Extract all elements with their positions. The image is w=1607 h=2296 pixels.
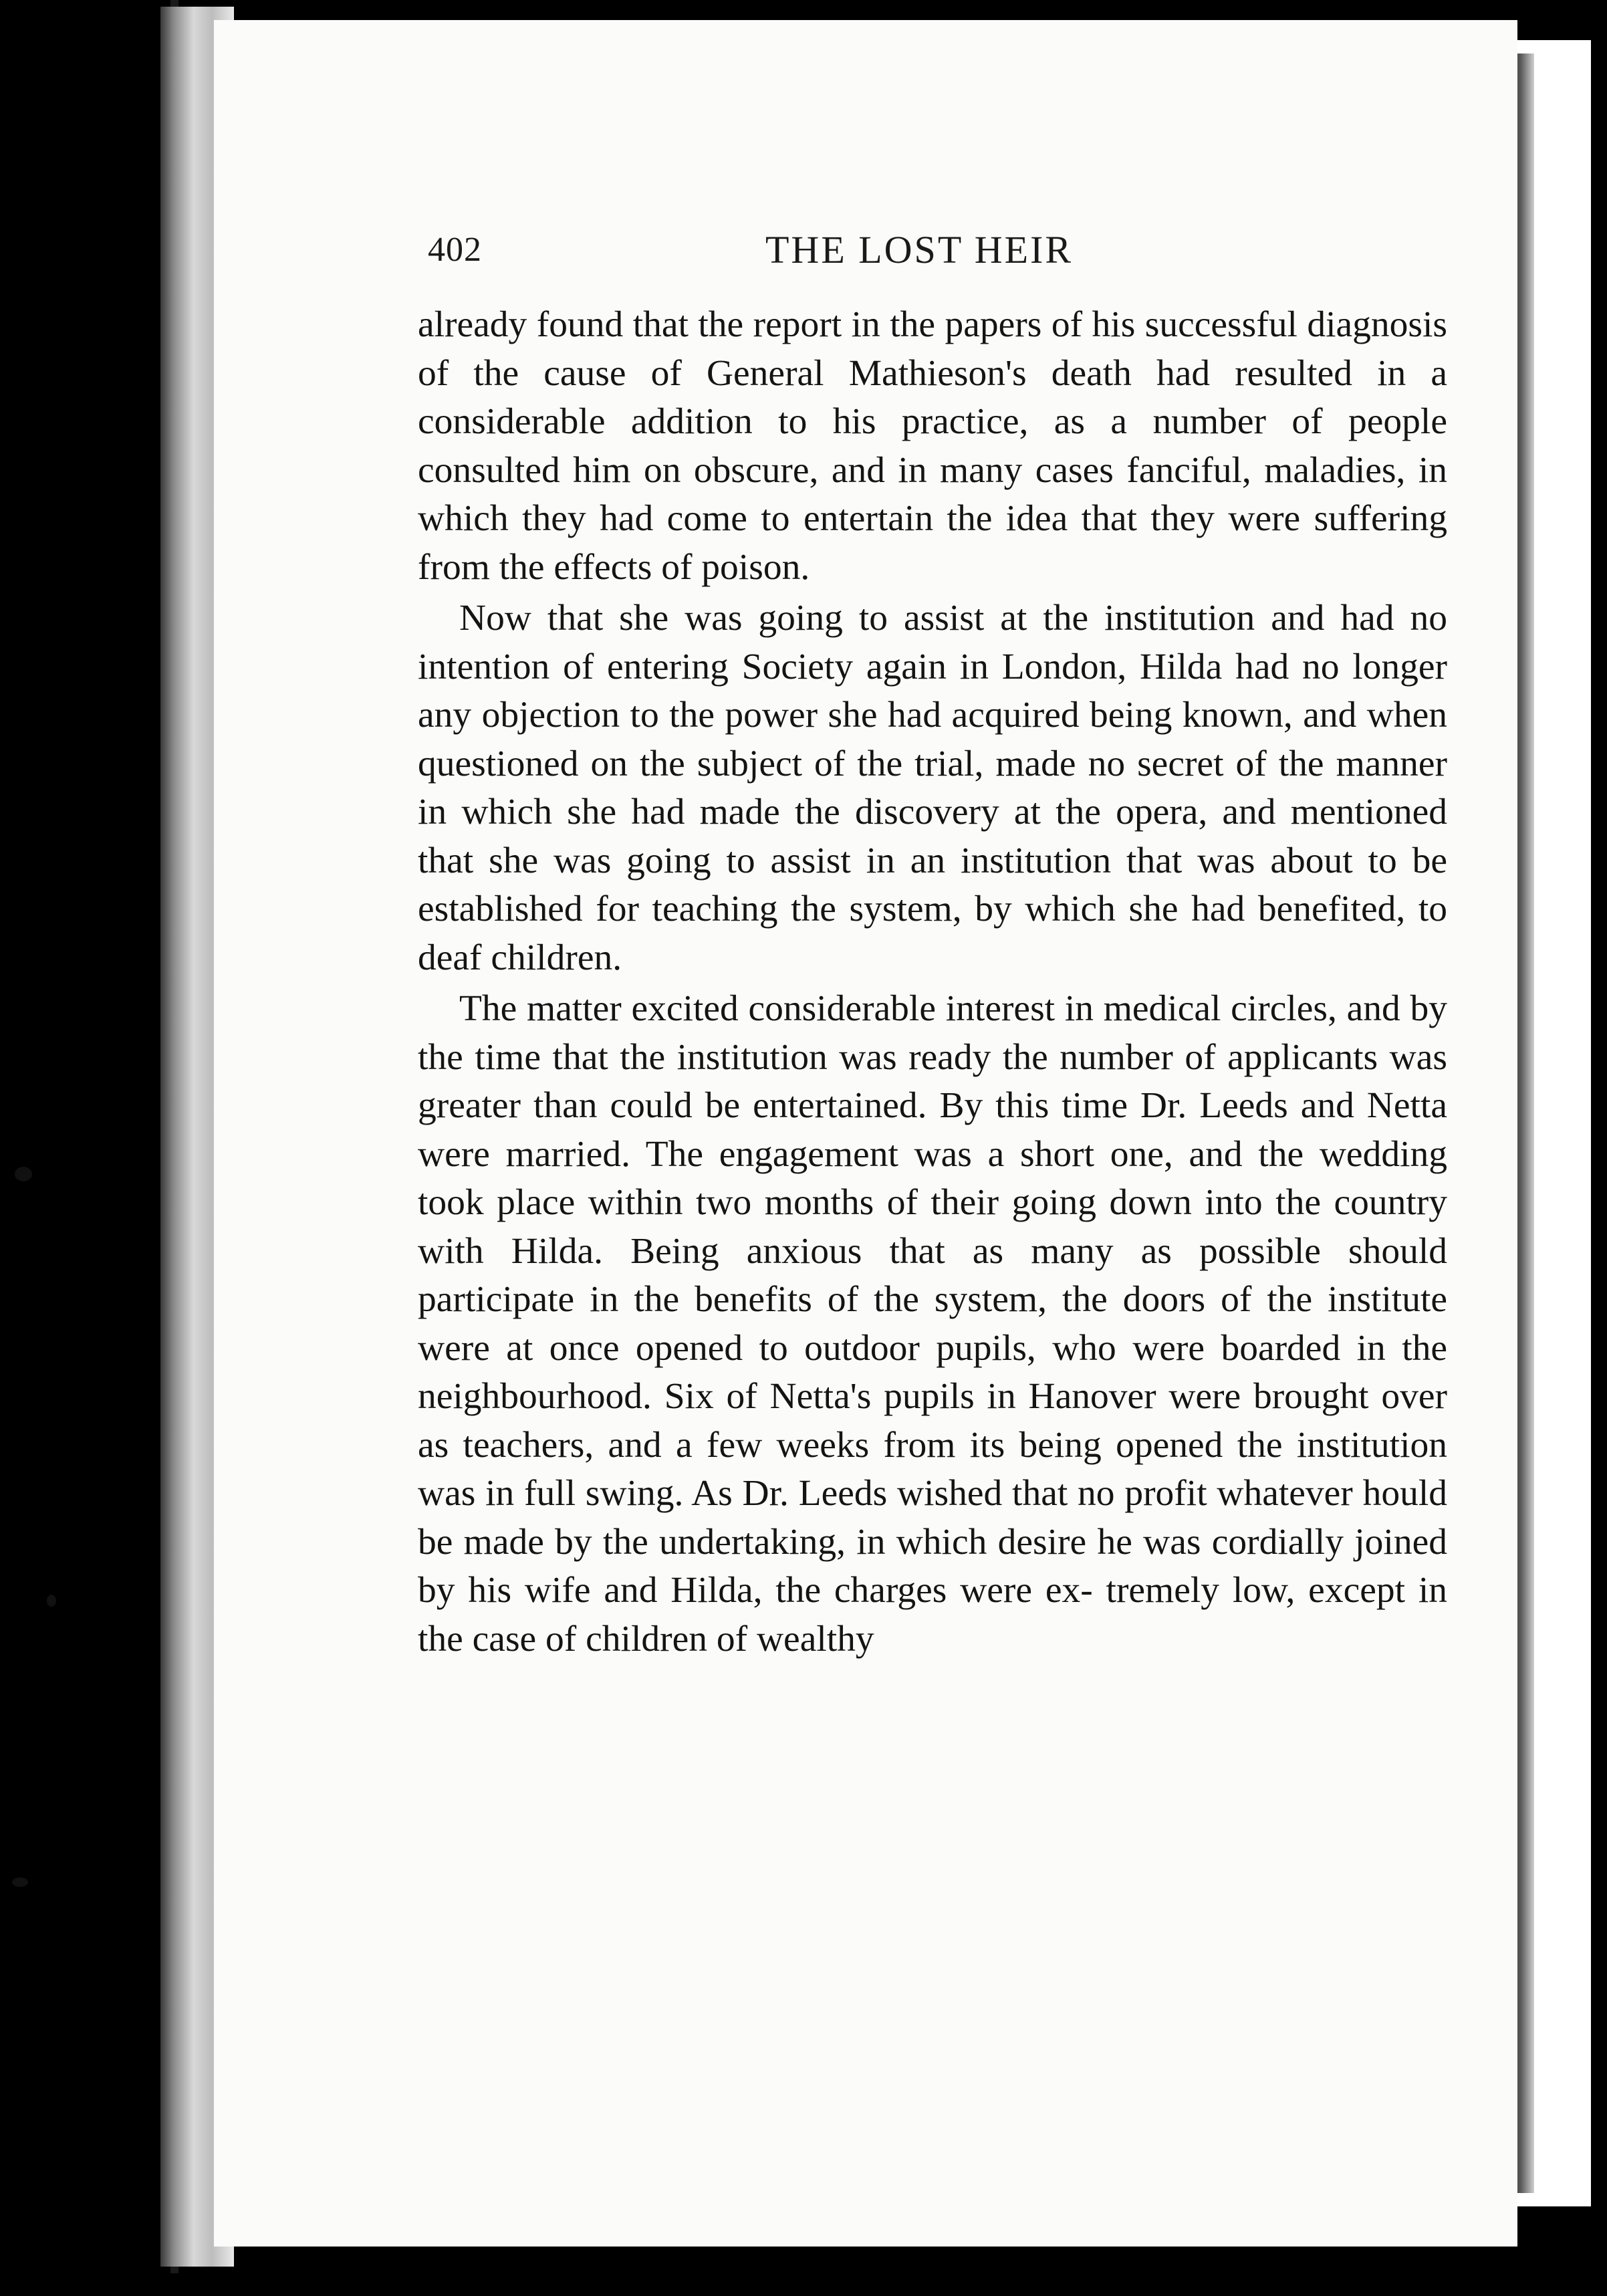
scan-speck <box>15 1167 32 1181</box>
paragraph-2: Now that she was going to assist at the institution and had no intention of entering Society again in London, Hilda had no longer any objection to the power she had acquired being known, and when questioned on the subject of the trial, made no secret of the manner in which she had made the discovery at the opera, and mentioned that she was going to assist in an institution that was about to be established for teaching the system, by which she had benefited, to deaf children. <box>418 598 1447 978</box>
page-header <box>428 227 1444 281</box>
body-text <box>418 301 1447 1663</box>
running-title: THE LOST HEIR <box>765 228 1074 271</box>
page-number: 402 <box>428 231 482 269</box>
scan-speck <box>12 1877 28 1887</box>
paragraph-3: The matter excited considerable interest in medical circles, and by the time that the institution was ready the number of applicants was greater than could be entertained. By this time Dr. Leeds and Netta were married. The engagement was a short one, and the wedding took place within two months of their going down into the country with Hilda. Being anxious that as many as possible should participate in the benefits of the system, the doors of the institute were at once opened to outdoor pupils, who were boarded in the neighbourhood. Six of Netta's pupils in Hanover were brought over as teachers, and a few weeks from its being opened the institution was in full swing. As Dr. Leeds wished that no profit whatever hould be made by the undertaking, in which desire he was cordially joined by his wife and Hilda, the charges were ex- tremely low, except in the case of children of wealthy <box>418 988 1447 1659</box>
scan-speck <box>47 1595 56 1607</box>
paragraph-1: already found that the report in the papers of his successful diagnosis of the cause of General Mathieson's death had resulted in a considerable addition to his practice, as a number of people consulted him on obscure, and in many cases fanciful, maladies, in which they had come to entertain the idea that they were suffering from the effects of poison. <box>418 304 1447 588</box>
